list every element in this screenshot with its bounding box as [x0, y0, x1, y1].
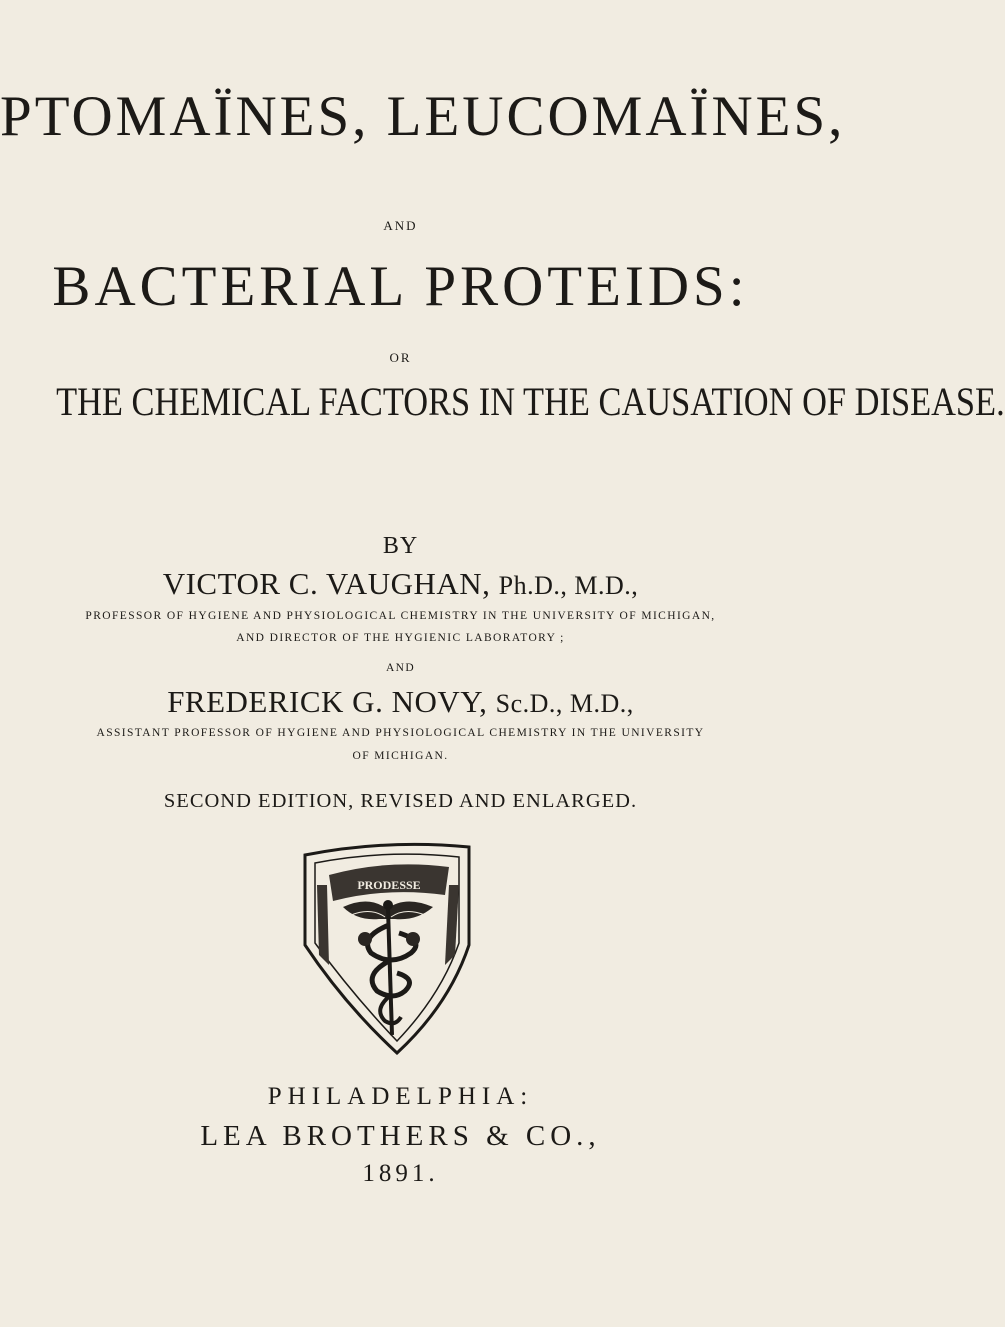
svg-text:PRODESSE: PRODESSE	[357, 878, 421, 892]
author2-line	[0, 684, 801, 720]
publisher-city: PHILADELPHIA:	[267, 1083, 534, 1110]
author2-position-line2: OF MICHIGAN.	[352, 750, 449, 762]
main-title-line1: PTOMAÏNES, LEUCOMAÏNES,	[0, 85, 846, 148]
by-label: BY	[382, 533, 419, 559]
publication-year: 1891.	[362, 1160, 439, 1187]
author2-degrees: Sc.D., M.D.,	[495, 689, 634, 718]
author1-line	[0, 566, 801, 602]
publisher-name: LEA BROTHERS & CO.,	[200, 1120, 601, 1152]
author1-position-line1: PROFESSOR OF HYGIENE AND PHYSIOLOGICAL CHEMISTRY IN THE UNIVERSITY OF MICHIGAN,	[85, 610, 716, 622]
author2-position-line1: ASSISTANT PROFESSOR OF HYGIENE AND PHYSIOLOGICAL CHEMISTRY IN THE UNIVERSITY	[96, 727, 705, 739]
conjunction-and-2: AND	[385, 662, 416, 674]
author1-degrees: Ph.D., M.D.,	[498, 571, 639, 600]
author2-name: FREDERICK G. NOVY,	[167, 684, 496, 719]
conjunction-and: AND	[383, 218, 418, 233]
edition-statement: SECOND EDITION, REVISED AND ENLARGED.	[163, 790, 638, 812]
author1-position-line2: AND DIRECTOR OF THE HYGIENIC LABORATORY ;	[236, 632, 565, 644]
author1-name: VICTOR C. VAUGHAN,	[162, 566, 499, 601]
caduceus-shield-icon	[299, 845, 475, 1060]
subtitle: THE CHEMICAL FACTORS IN THE CAUSATION OF DISEASE.	[56, 379, 1005, 424]
conjunction-or: OR	[389, 350, 412, 365]
main-title-line2: BACTERIAL PROTEIDS:	[52, 255, 749, 318]
